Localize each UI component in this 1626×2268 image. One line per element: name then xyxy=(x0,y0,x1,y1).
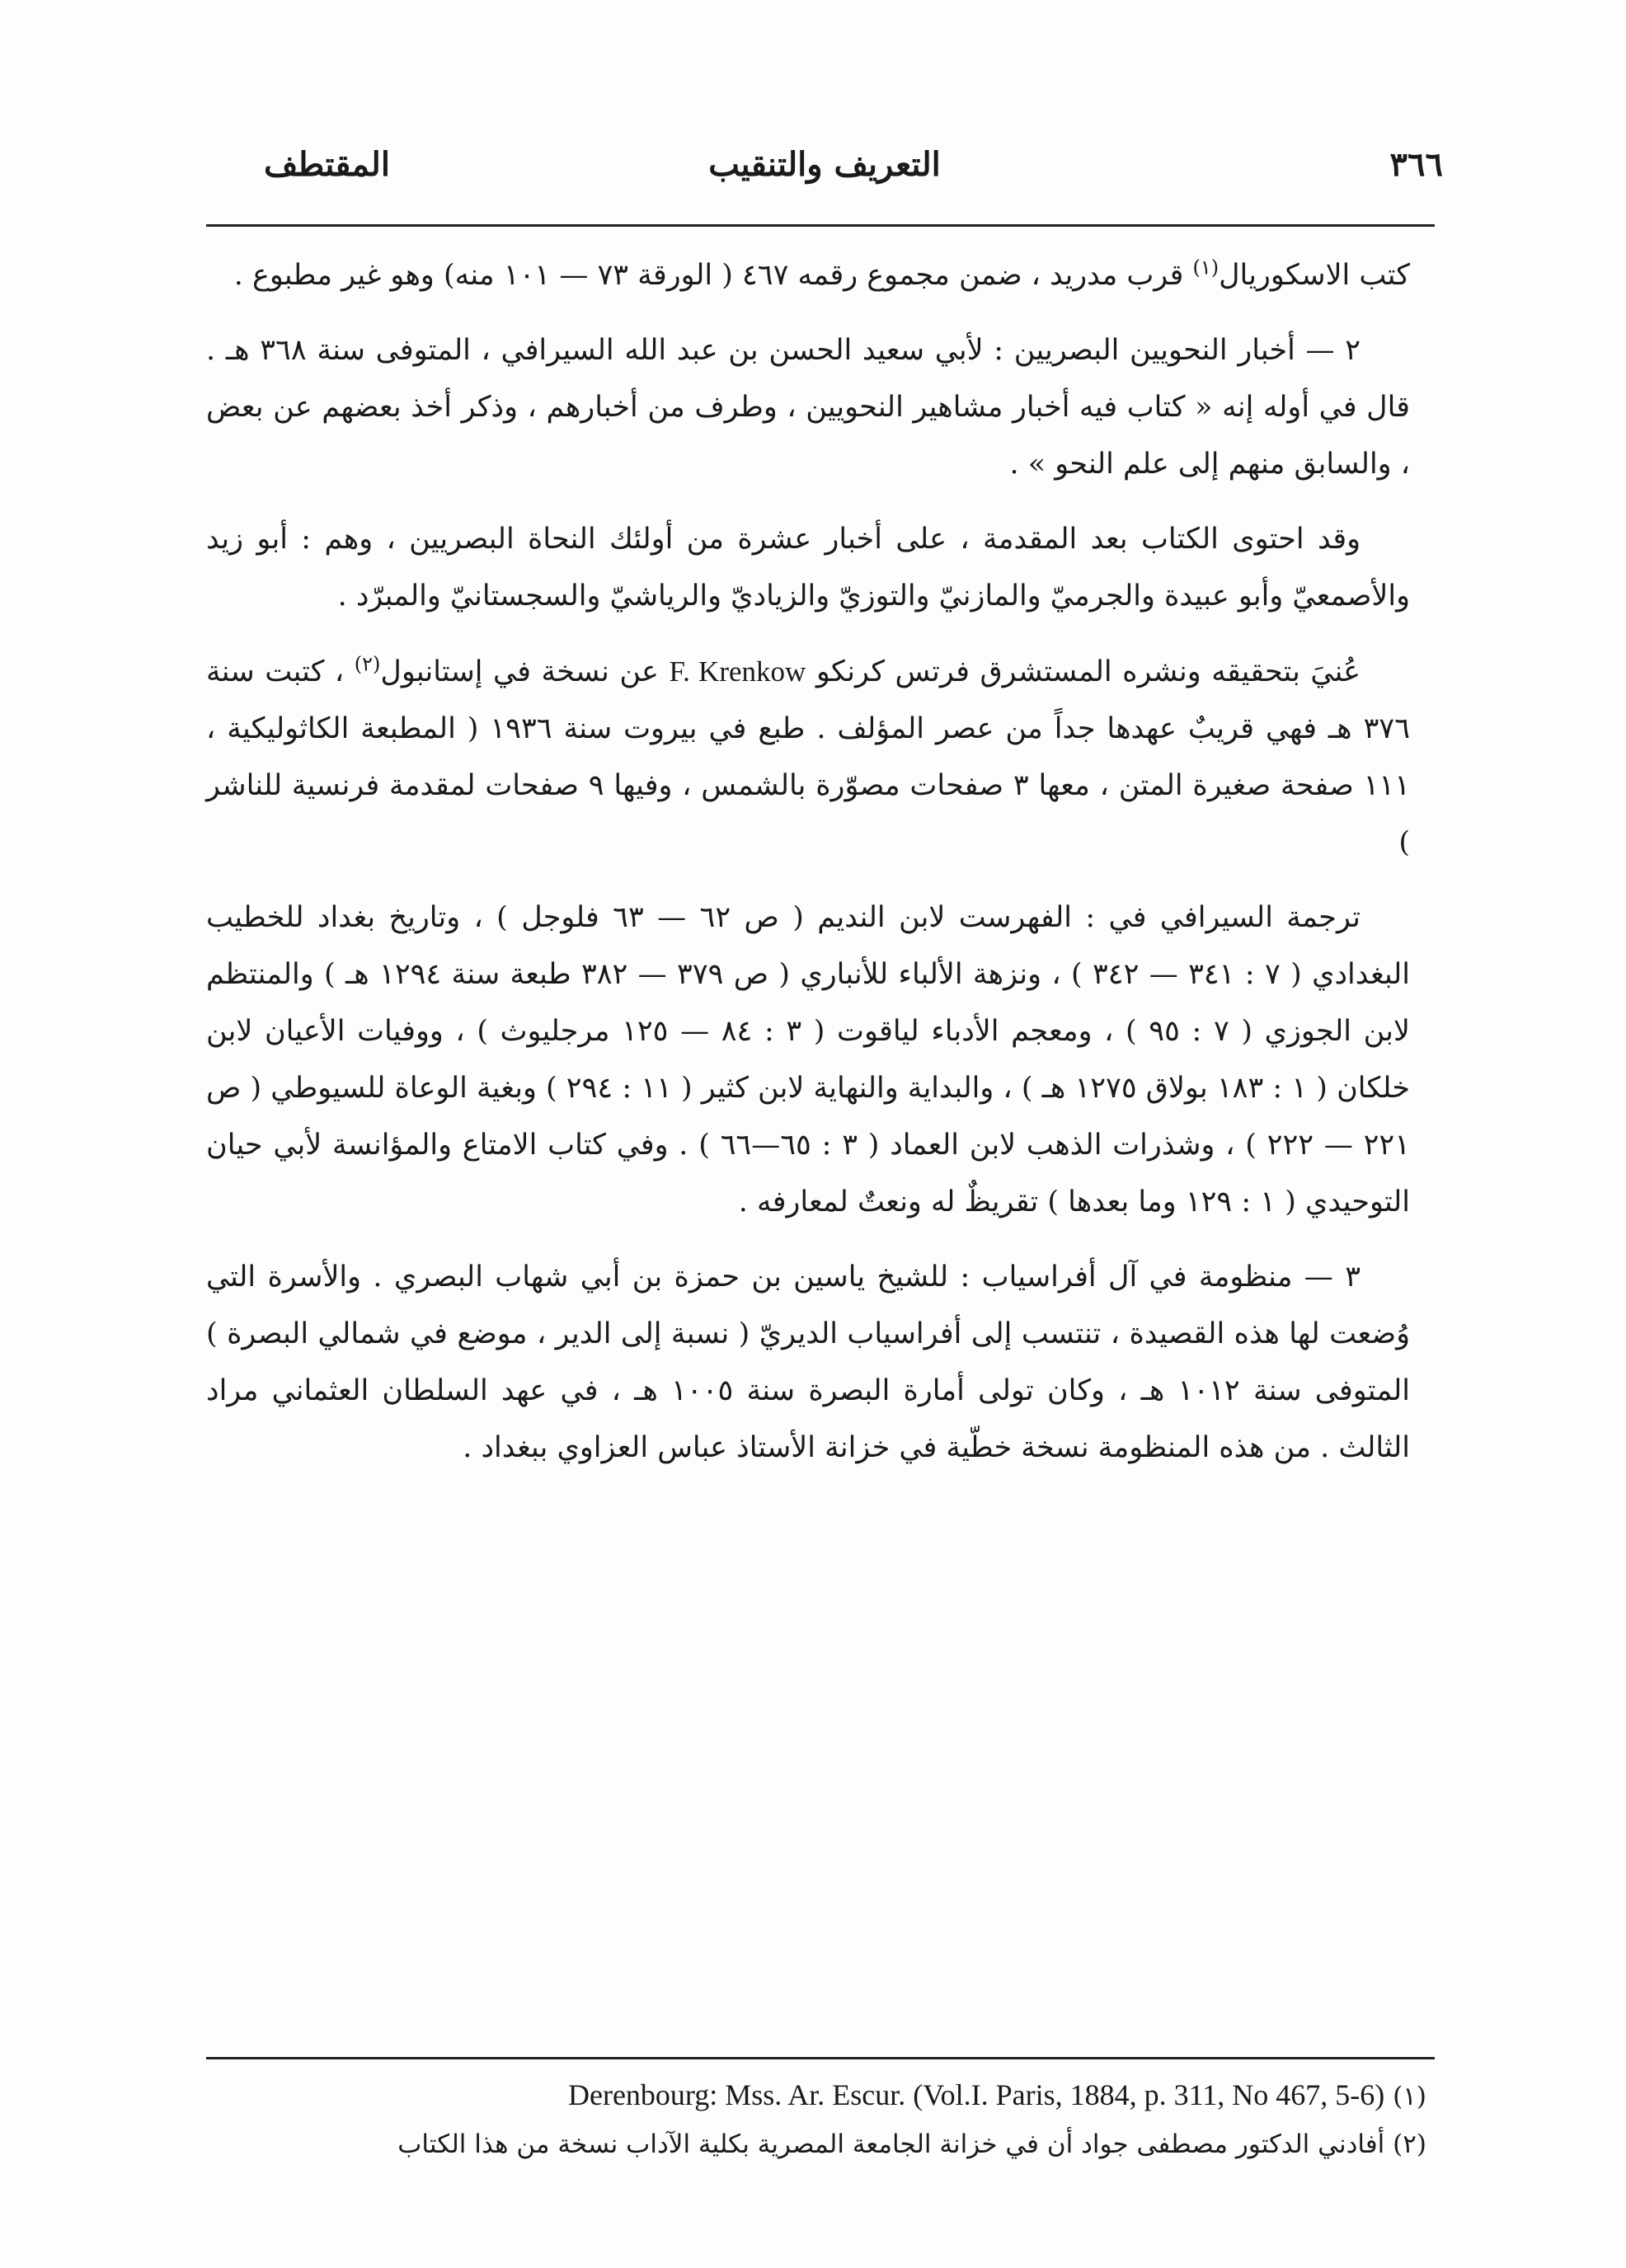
journal-name: المقتطف xyxy=(264,145,390,184)
paragraph-afrasiyab-poem: ٣ — منظومة في آل أفراسياب : للشيخ ياسين بن حمزة بن أبي شهاب البصري . والأسرة التي وُضعت لها هذه القصيدة ، تنتسب إلى أفراسياب الديريّ ( نسبة إلى الدير ، موضع في شمالي البصرة ) المتوفى سنة ١٠١٢ هـ ، وكان تولى أمارة البصرة سنة ١٠٠٥ هـ ، في عهد السلطان العثماني مراد الثالث . من هذه المنظومة نسخة خطّية في خزانة الأستاذ عباس العزاوي ببغداد . xyxy=(206,1261,1410,1464)
paragraph-akhbar-nahwiyyin: ٢ — أخبار النحويين البصريين : لأبي سعيد الحسن بن عبد الله السيرافي ، المتوفى سنة ٣٦٨ هـ . قال في أوله إنه « كتاب فيه أخبار مشاهير النحويين ، وطرف من أخبارهم ، وذكر أخذ بعضهم عن بعض ، والسابق منهم إلى علم النحو » . xyxy=(206,334,1410,481)
footnote-reference[interactable]: (٢) xyxy=(354,652,381,676)
footnote-marker: (١) xyxy=(1393,2082,1426,2111)
footnote-divider xyxy=(206,2057,1435,2059)
paragraph-biography-sources: ترجمة السيرافي في : الفهرست لابن النديم ( ص ٦٢ — ٦٣ فلوجل ) ، وتاريخ بغداد للخطيب البغدادي ( ٧ : ٣٤١ — ٣٤٢ ) ، ونزهة الألباء للأنباري ( ص ٣٧٩ — ٣٨٢ طبعة سنة ١٢٩٤ هـ ) والمنتظم لابن الجوزي ( ٧ : ٩٥ ) ، ومعجم الأدباء لياقوت ( ٣ : ٨٤ — ١٢٥ مرجليوث ) ، ووفيات الأعيان لابن خلكان ( ١ : ١٨٣ بولاق ١٢٧٥ هـ ) ، والبداية والنهاية لابن كثير ( ١١ : ٢٩٤ ) وبغية الوعاة للسيوطي ( ص ٢٢١ — ٢٢٢ ) ، وشذرات الذهب لابن العماد ( ٣ : ٦٥—٦٦ ) . وفي كتاب الامتاع والمؤانسة لأبي حيان التوحيدي ( ١ : ١٢٩ وما بعدها ) تقريظٌ له ونعتٌ لمعارفه . xyxy=(206,901,1410,1219)
section-title: التعريف والتنقيب xyxy=(708,145,941,184)
footnote-text: Derenbourg: Mss. Ar. Escur. (Vol.I. Paris, 1884, p. 311, No 467, 5-6) xyxy=(567,2078,1385,2111)
footnote-2 xyxy=(206,2120,1426,2168)
page-number: ٣٦٦ xyxy=(1389,145,1443,184)
footnote-marker: (٢) xyxy=(1393,2129,1426,2159)
paragraph-contents: وقد احتوى الكتاب بعد المقدمة ، على أخبار عشرة من أولئك النحاة البصريين ، وهم : أبو زيد والأصمعيّ وأبو عبيدة والجرميّ والمازنيّ والتوزيّ والزياديّ والرياشيّ والسجستانيّ والمبرّد . xyxy=(206,523,1410,613)
footnote-reference[interactable]: (١) xyxy=(1192,256,1220,279)
article-body xyxy=(206,247,1410,1495)
latin-name: F. Krenkow xyxy=(669,655,806,688)
footnote-text: أفادني الدكتور مصطفى جواد أن في خزانة الجامعة المصرية بكلية الآداب نسخة من هذا الكتاب xyxy=(397,2129,1385,2159)
running-header xyxy=(206,140,1443,198)
footnotes xyxy=(206,2071,1426,2168)
paragraph-escorial: كتب الاسكوريال$^{(١)}$ قرب مدريد ، ضمن مجموع رقمه ٤٦٧ ( الورقة ٧٣ — ١٠١ منه) وهو غير مطبوع . xyxy=(233,256,1410,292)
header-divider xyxy=(206,224,1435,227)
paragraph-edition: عُنيَ بتحقيقه ونشره المستشرق فرتس كرنكو F. Krenkow عن نسخة في إستانبول$^{(٢)}$ ، كتبت سنة ٣٧٦ هـ فهي قريبٌ عهدها جداً من عصر المؤلف . طبع في بيروت سنة ١٩٣٦ ( المطبعة الكاثوليكية ، ١١١ صفحة صغيرة المتن ، معها ٣ صفحات مصوّرة بالشمس ، وفيها ٩ صفحات لمقدمة فرنسية للناشر ) xyxy=(206,652,1410,859)
footnote-1 xyxy=(206,2071,1426,2120)
